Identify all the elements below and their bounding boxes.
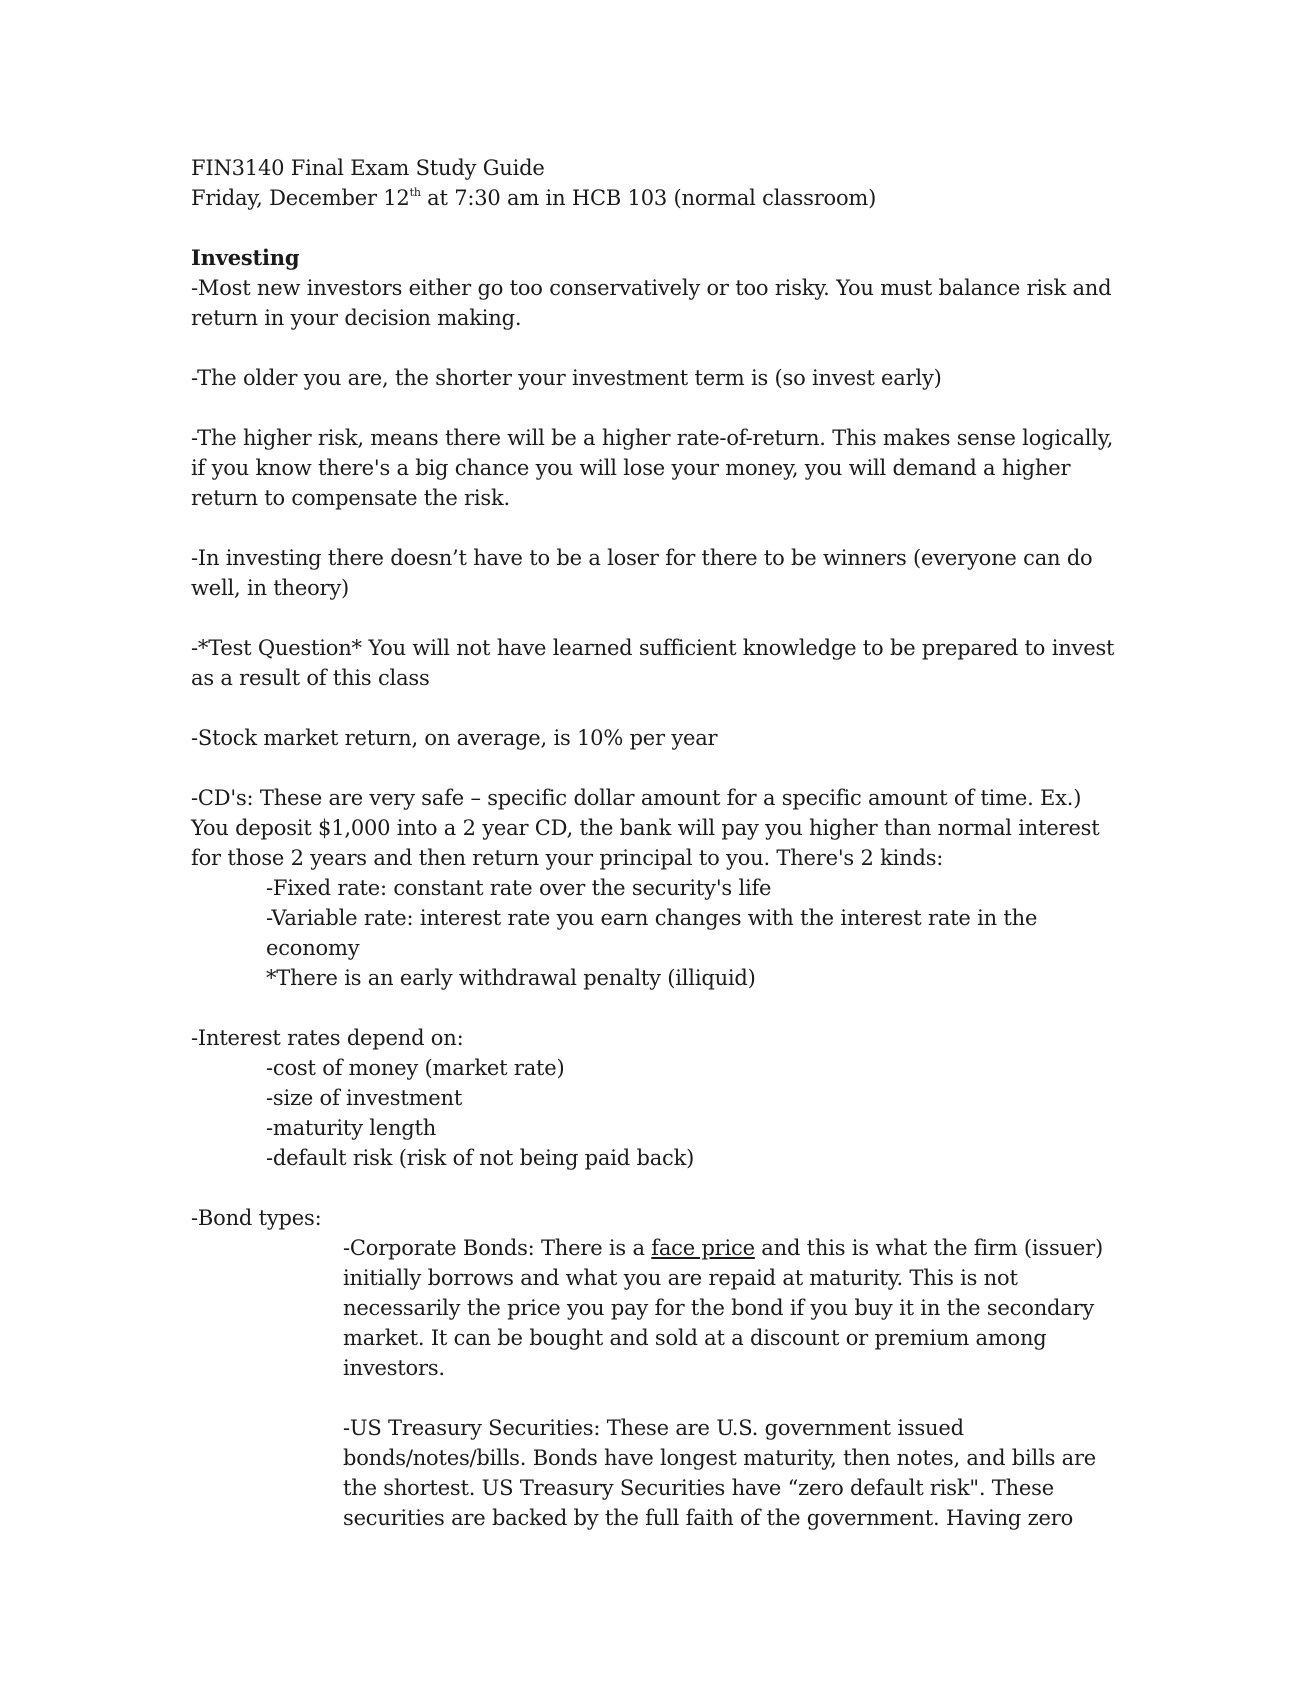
corporate-text-end: and this is what the firm (issuer) initially borrows and what you are repaid at maturity. This is not necessarily the price you pay for the bond if you buy it in the secondary market. It can be bought and sold at a discount or premium among investors. [343, 1236, 1103, 1380]
document-body [191, 153, 1121, 1533]
paragraph-balance-risk: -Most new investors either go too conservatively or too risky. You must balance risk and return in your decision making. [191, 276, 1112, 330]
cd-item-variable: -Variable rate: interest rate you earn changes with the interest rate in the economy [266, 906, 1038, 960]
paragraph-test-question: -*Test Question* You will not have learned sufficient knowledge to be prepared to invest as a result of this class [191, 636, 1115, 690]
rate-item-maturity: -maturity length [266, 1116, 437, 1140]
exam-date-line [191, 183, 1121, 213]
paragraph-invest-early: -The older you are, the shorter your investment term is (so invest early) [191, 366, 942, 390]
paragraph-treasury-securities: -US Treasury Securities: These are U.S. government issued bonds/notes/bills. Bonds have longest maturity, then notes, and bills are the shortest. US Treasury Securities have “zero default risk". These securities are backed by the full faith of the government. Having zero [343, 1416, 1097, 1530]
face-price-term: face price [651, 1236, 755, 1260]
cd-item-fixed: -Fixed rate: constant rate over the security's life [266, 876, 772, 900]
paragraph-bond-types: -Bond types: [191, 1206, 322, 1230]
paragraph-higher-risk: -The higher risk, means there will be a higher rate-of-return. This makes sense logically, if you know there's a big chance you will lose your money, you will demand a higher return to compensate the risk. [191, 426, 1114, 510]
cd-item-penalty: *There is an early withdrawal penalty (illiquid) [266, 966, 756, 990]
section-heading-investing: Investing [191, 245, 300, 270]
paragraph-stock-return: -Stock market return, on average, is 10% per year [191, 726, 718, 750]
date-text: Friday, December 12 [191, 186, 410, 210]
corporate-text-start: -Corporate Bonds: There is a [343, 1236, 652, 1260]
doc-title: FIN3140 Final Exam Study Guide [191, 156, 545, 180]
paragraph-corporate-bonds [191, 1233, 1121, 1383]
paragraph-interest-rates: -Interest rates depend on: [191, 1026, 464, 1050]
paragraph-winners: -In investing there doesn’t have to be a loser for there to be winners (everyone can do well, in theory) [191, 546, 1093, 600]
date-location: at 7:30 am in HCB 103 (normal classroom) [420, 186, 877, 210]
rate-item-cost: -cost of money (market rate) [266, 1056, 565, 1080]
date-superscript: th [409, 186, 421, 199]
paragraph-cds: -CD's: These are very safe – specific dollar amount for a specific amount of time. Ex.) You deposit $1,000 into a 2 year CD, the bank will pay you higher than normal interest for those 2 years and then return your principal to you. There's 2 kinds: [191, 786, 1100, 870]
rate-item-default: -default risk (risk of not being paid back) [266, 1146, 695, 1170]
rate-item-size: -size of investment [266, 1086, 463, 1110]
